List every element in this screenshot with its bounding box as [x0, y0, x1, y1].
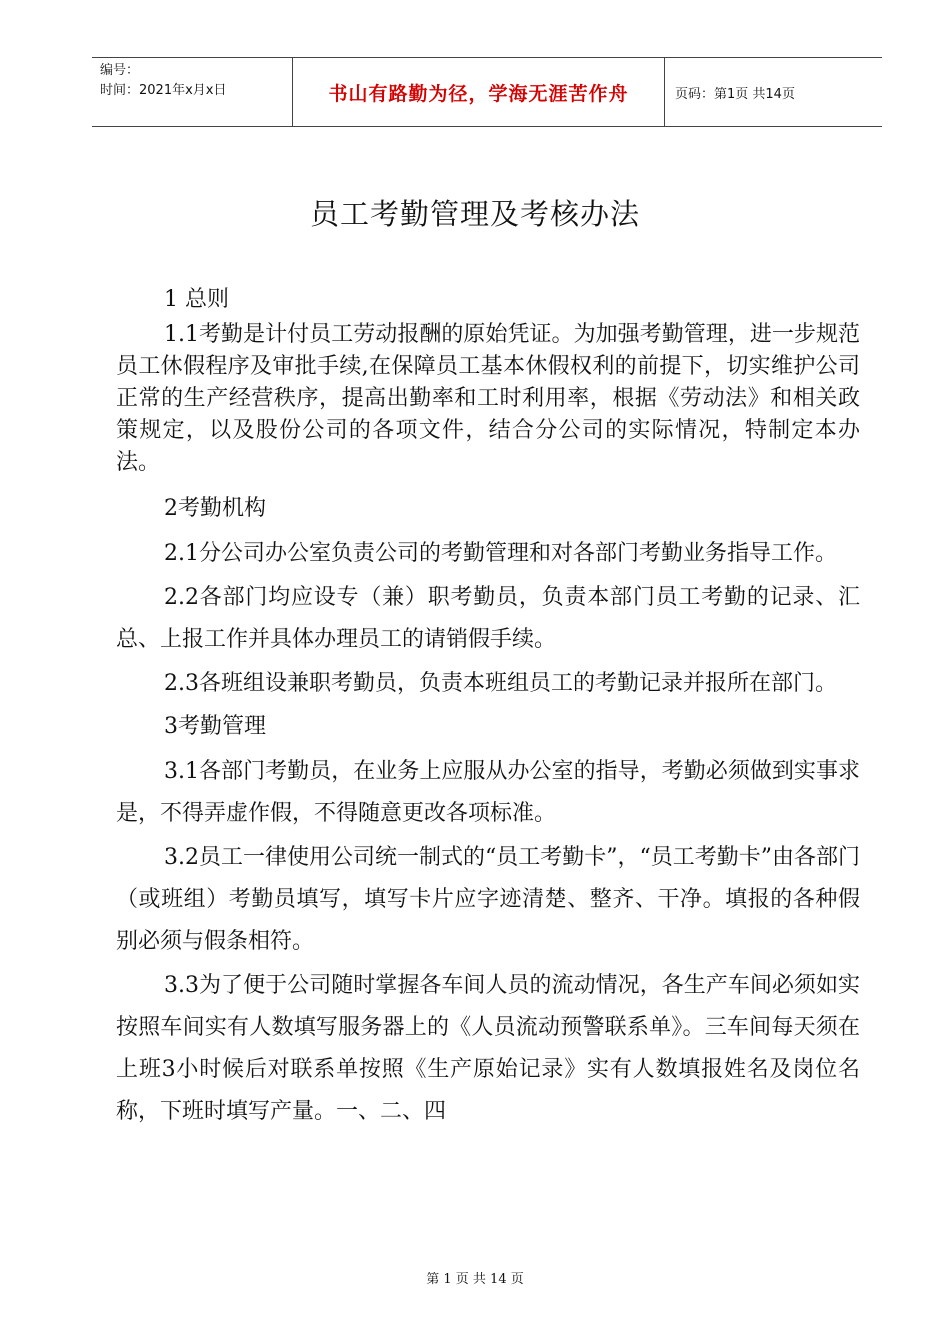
paragraph: 1.1考勤是计付员工劳动报酬的原始凭证。为加强考勤管理，进一步规范员工休假程序及审批手续,在保障员工基本休假权利的前提下，切实维护公司正常的生产经营秩序，提高出勤率和工时利用率，根据《劳动法》和相关政策规定，以及股份公司的各项文件，结合分公司的实际情况，特制定本办法。	[116, 322, 860, 475]
document-title: 员工考勤管理及考核办法	[309, 197, 640, 231]
paragraph: 3.1各部门考勤员，在业务上应服从办公室的指导，考勤必须做到实事求是，不得弄虚作假，不得随意更改各项标准。	[116, 759, 860, 826]
document-number-label: 编号：	[100, 63, 140, 78]
page-footer: 第 1 页 共 14 页	[426, 1272, 524, 1287]
paragraph: 3.2员工一律使用公司统一制式的“员工考勤卡”，“员工考勤卡”由各部门（或班组）考勤员填写，填写卡片应字迹清楚、整齐、干净。填报的各种假别必须与假条相符。	[116, 845, 860, 954]
paragraph: 3.3为了便于公司随时掌握各车间人员的流动情况，各生产车间必须如实按照车间实有人数填写服务器上的《人员流动预警联系单》。三车间每天须在上班3小时候后对联系单按照《生产原始记录》实有人数填报姓名及岗位名称，下班时填写产量。一、二、四	[116, 973, 860, 1124]
document-time-label: 时间：2021年x月x日	[100, 83, 227, 98]
section-heading: 2考勤机构	[164, 496, 266, 521]
section-heading: 3考勤管理	[164, 714, 266, 739]
section-heading: 1 总则	[164, 287, 229, 312]
paragraph: 2.2各部门均应设专（兼）职考勤员，负责本部门员工考勤的记录、汇总、上报工作并具体办理员工的请销假手续。	[116, 585, 860, 652]
header-info	[92, 58, 292, 126]
page-header	[92, 57, 882, 127]
header-page-number: 页码：第1页 共14页	[675, 86, 795, 102]
paragraph: 2.3各班组设兼职考勤员，负责本班组员工的考勤记录并报所在部门。	[164, 671, 837, 696]
paragraph: 2.1分公司办公室负责公司的考勤管理和对各部门考勤业务指导工作。	[164, 541, 837, 566]
header-motto: 书山有路勤为径，学海无涯苦作舟	[292, 58, 665, 126]
document-body	[116, 282, 860, 1135]
